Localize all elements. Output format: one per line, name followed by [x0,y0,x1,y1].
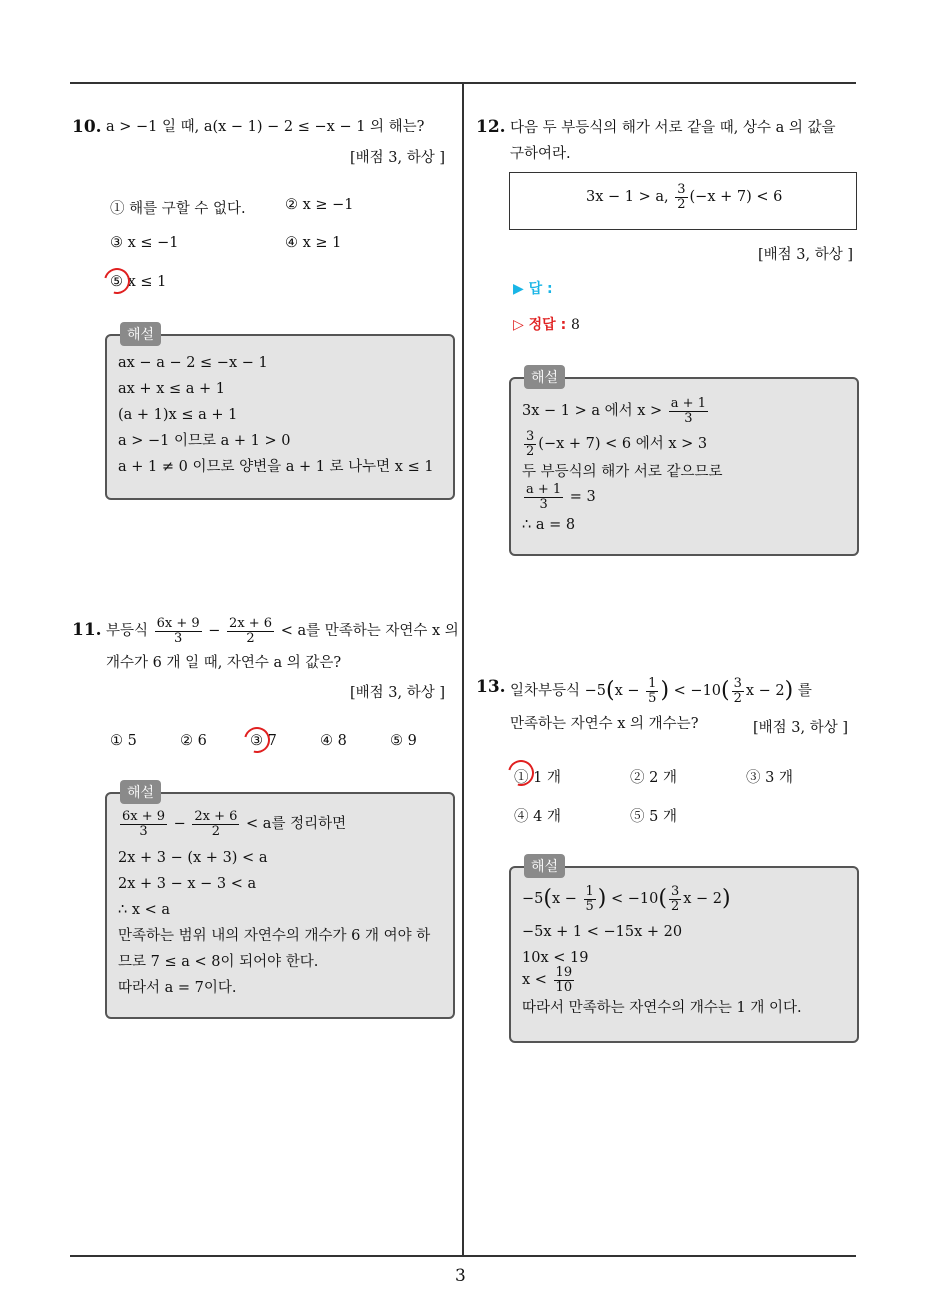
q10-sol-line-5: a + 1 ≠ 0 이므로 양변을 a + 1 로 나누면 x ≤ 1 [118,459,434,475]
q13-choice-5[interactable]: ⑤ 5 개 [630,809,677,825]
q13-s1-d: x − 2 [683,891,723,908]
q12-text-line-2: 구하여라. [510,146,571,162]
q10-text: a > −1 일 때, a(x − 1) − 2 ≤ −x − 1 의 해는? [106,119,425,135]
q13-text-line-2: 만족하는 자연수 x 의 개수는? [510,716,699,732]
q12-box-fden: 2 [677,196,686,212]
q13-s1-a: −5 [522,891,544,908]
q10-choice-3[interactable]: ③ x ≤ −1 [110,235,179,251]
q12-box-pre: 3x − 1 > a, [586,189,669,206]
q11-sol-f2-num: 2x + 6 [194,809,238,824]
q12-s1-fden: 3 [684,410,693,426]
q11-f1-num: 6x + 9 [156,616,200,631]
q11-fraction-2 [227,617,274,645]
q11-text-pre: 부등식 [106,623,149,640]
q12-number: 12. [476,117,506,137]
q12-sol-line-4 [522,483,596,511]
q11-sol-f1-num: 6x + 9 [122,809,166,824]
q12-box-fraction [675,183,687,211]
q11-text-line-1 [106,617,459,645]
q10-sol-line-3: (a + 1)x ≤ a + 1 [118,407,238,423]
q12-s2-fnum: 3 [526,429,535,444]
q11-f2-den: 2 [246,630,255,646]
q11-number: 11. [72,620,102,640]
q12-correct-text: ▷ 정답 : [513,317,567,333]
q11-choice-3[interactable]: ③ 7 [250,733,277,749]
q13-s4-fraction [554,966,575,994]
q11-sol-line-3: 2x + 3 − x − 3 < a [118,876,257,892]
q13-t-mid: < −10 [673,683,722,700]
q13-s4-fden: 10 [555,979,573,995]
q11-f2-num: 2x + 6 [229,616,273,631]
q12-equation [586,183,782,211]
q12-sol-line-2 [522,430,707,458]
column-divider [462,84,464,1256]
q13-sol-line-5: 따라서 만족하는 자연수의 개수는 1 개 이다. [522,1000,802,1016]
q13-fraction-2 [732,677,744,705]
q10-score: [배점 3, 하상 ] [350,150,446,166]
q13-sol-line-3: 10x < 19 [522,950,589,966]
q13-t-a: x − [614,683,640,700]
q12-s1-fnum: a + 1 [670,396,706,411]
q12-box-post: (−x + 7) < 6 [689,189,783,206]
q13-score: [배점 3, 하상 ] [753,720,849,736]
q10-choice-4[interactable]: ④ x ≥ 1 [285,235,342,251]
q11-choice-2[interactable]: ② 6 [180,733,207,749]
q11-sol-fraction-2 [192,810,239,838]
q13-s1-c: < −10 [611,891,659,908]
q13-s1-f2-num: 3 [670,884,680,899]
q12-text-line-1: 다음 두 부등식의 해가 서로 같을 때, 상수 a 의 값을 [510,120,836,136]
q11-answer-mark [239,722,275,758]
q13-s1-f2-den: 2 [670,898,680,914]
q12-solution-tag: 해설 [524,365,565,389]
q11-sol-f2-den: 2 [211,823,221,839]
q10-sol-line-2: ax + x ≤ a + 1 [118,381,225,397]
q11-solution-tag: 해설 [120,780,161,804]
q13-choice-1[interactable]: ① 1 개 [514,770,561,786]
q10-sol-line-1: ax − a − 2 ≤ −x − 1 [118,355,268,371]
q13-s1-f1-num: 1 [585,884,594,899]
q11-sol-f1-den: 3 [139,823,148,839]
q13-sol-line-1: −5(x − $\frac{1}{5}$ ) < −10( $\frac{3}{2}$ x − 2) [522,884,731,914]
q10-solution-tag: 해설 [120,322,161,346]
q11-sol-first-post: < a를 정리하면 [246,816,347,833]
q13-f1-num: 1 [648,676,657,691]
q12-s4-post: = 3 [569,489,596,506]
q10-choice-1[interactable]: ① 해를 구할 수 없다. [110,201,246,217]
q12-s1-pre: 3x − 1 > a 에서 x > [522,403,663,420]
q12-box-fnum: 3 [677,182,686,197]
q11-text-post: < a를 만족하는 자연수 x 의 [280,623,459,640]
page-number: 3 [455,1266,466,1286]
q13-s1-fraction-1 [584,885,596,913]
q13-f2-num: 3 [733,676,742,691]
q12-score: [배점 3, 하상 ] [758,247,854,263]
q11-minus: − [208,623,221,640]
q13-s1-f1-den: 5 [585,898,594,914]
q10-answer-mark [99,263,135,299]
q11-score: [배점 3, 하상 ] [350,685,446,701]
q13-fraction-1 [646,677,658,705]
q13-sol-line-4 [522,966,576,994]
q11-text-line-2: 개수가 6 개 일 때, 자연수 a 의 값은? [106,655,342,671]
q12-sol-line-5: ∴ a = 8 [522,517,576,533]
q12-answer-label: ▶ 답 : [513,281,553,297]
q12-s4-fden: 3 [539,496,548,512]
q10-choice-2[interactable]: ② x ≥ −1 [285,197,354,213]
q13-solution-tag: 해설 [524,854,565,878]
q11-sol-minus: − [173,816,186,833]
q11-sol-line-7: 따라서 a = 7이다. [118,980,237,996]
q10-sol-line-4: a > −1 이므로 a + 1 > 0 [118,433,291,449]
bottom-rule [70,1255,856,1257]
q12-correct-value: 8 [571,317,580,333]
q11-choice-1[interactable]: ① 5 [110,733,137,749]
q13-f1-den: 5 [648,690,657,706]
q13-s4-pre: x < [522,972,547,989]
q11-f1-den: 3 [174,630,183,646]
q13-s1-fraction-2 [669,885,681,913]
q13-sol-line-2: −5x + 1 < −15x + 20 [522,924,683,940]
q13-choice-4[interactable]: ④ 4 개 [514,809,561,825]
q12-s2-fraction [524,430,536,458]
q11-sol-line-4: ∴ x < a [118,902,171,918]
q13-text-pre: 일차부등식 −5 [510,683,607,700]
q13-choice-3[interactable]: ③ 3 개 [746,770,793,786]
q13-text-line-1: 일차부등식 −5(x − $\frac{1}{5}$ ) < −10( $\frac{3}{2}$ x − 2) 를 [510,676,812,706]
q12-s4-fnum: a + 1 [526,482,562,497]
q12-s1-fraction [669,397,708,425]
q11-choice-5[interactable]: ⑤ 9 [390,733,417,749]
q13-choice-2[interactable]: ② 2 개 [630,770,677,786]
q11-sol-line-2: 2x + 3 − (x + 3) < a [118,850,268,866]
q11-sol-line-1 [118,810,346,838]
q12-sol-line-3: 두 부등식의 해가 서로 같으므로 [522,464,723,480]
q11-fraction-1 [155,617,202,645]
q11-sol-line-6: 므로 7 ≤ a < 8이 되어야 한다. [118,954,319,970]
q10-number: 10. [72,117,102,137]
q13-s4-fnum: 19 [555,965,573,980]
q11-sol-line-5: 만족하는 범위 내의 자연수의 개수가 6 개 여야 하 [118,928,431,944]
q13-number: 13. [476,677,506,697]
q11-sol-fraction-1 [120,810,167,838]
q13-t-b: x − 2 [745,683,785,700]
q13-t-post: 를 [797,683,812,700]
q11-choice-4[interactable]: ④ 8 [320,733,347,749]
q12-sol-line-1 [522,397,710,425]
q12-s2-post: (−x + 7) < 6 에서 x > 3 [538,436,708,453]
q10-choice-5[interactable]: ⑤ x ≤ 1 [110,274,167,290]
q12-correct-label [513,314,580,334]
q13-s1-b: x − [551,891,577,908]
q12-s4-fraction [524,483,563,511]
q12-s2-fden: 2 [526,443,535,459]
q13-f2-den: 2 [733,690,742,706]
